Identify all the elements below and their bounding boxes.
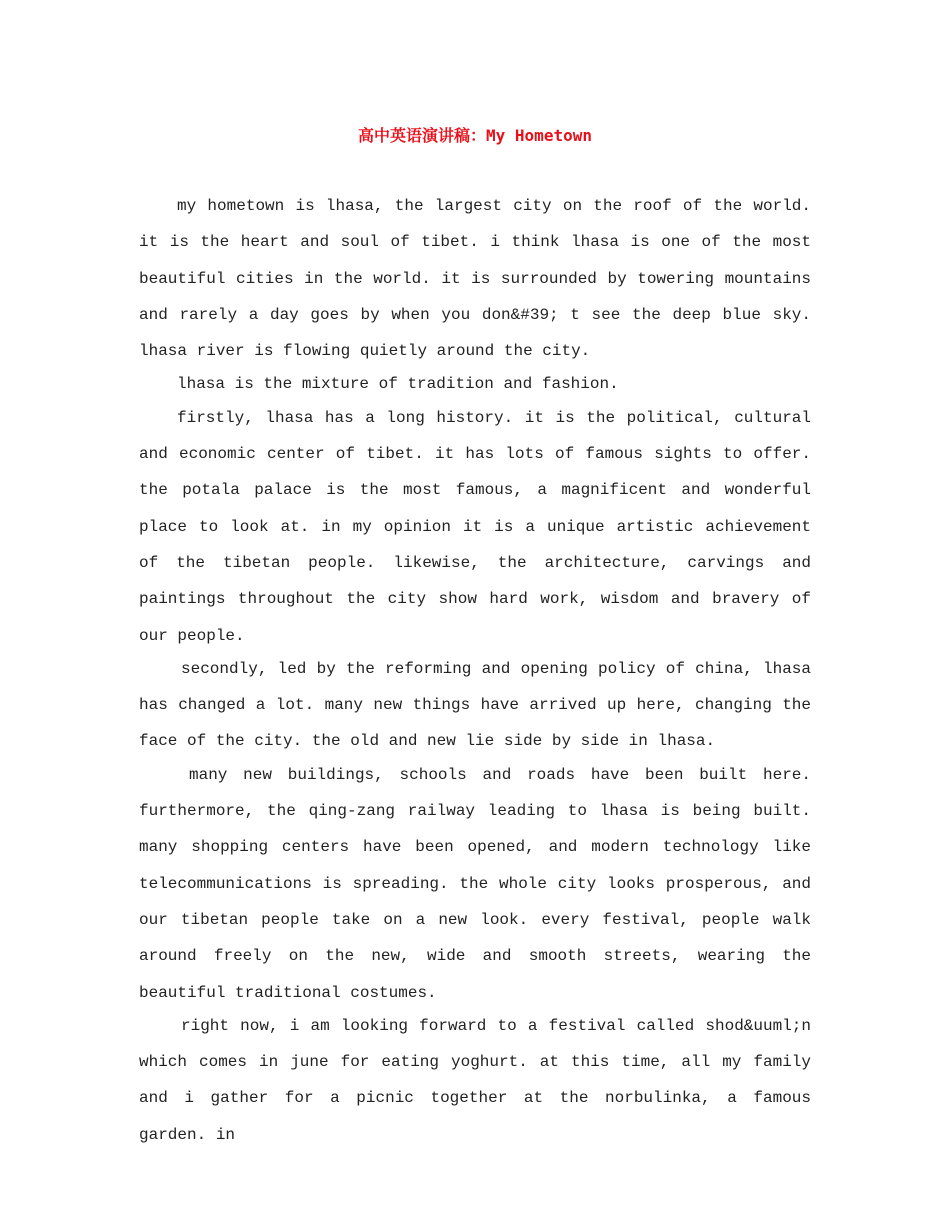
paragraph-2: lhasa is the mixture of tradition and fashion. xyxy=(177,375,619,394)
paragraph-5: many new buildings, schools and roads have been built here. furthermore, the qing-zang railway leading to lhasa is being built. many shopping centers have been opened, and modern technology like telecommunications is spreading. the whole city looks prosperous, and our tibetan people take on a new look. every festival, people walk around freely on the new, wide and smooth streets, wearing the beautiful traditional costumes. xyxy=(139,765,811,1002)
paragraph-1: my hometown is lhasa, the largest city on the roof of the world. it is the heart and soul of tibet. i think lhasa is one of the most beautiful cities in the world. it is surrounded by towering mountains and rarely a day goes by when you don&#39; t see the deep blue sky. lhasa river is flowing quietly around the city. xyxy=(139,197,811,361)
paragraph-4: secondly, led by the reforming and opening policy of china, lhasa has changed a lot. many new things have arrived up here, changing the face of the city. the old and new lie side by side in lhasa. xyxy=(139,659,811,751)
paragraph-6: right now, i am looking forward to a festival called shod&uuml;n which comes in june for eating yoghurt. at this time, all my family and i gather for a picnic together at the norbulinka, a famous garden. in xyxy=(139,1016,811,1144)
document-title: 高中英语演讲稿：My Hometown xyxy=(358,126,592,145)
document-body xyxy=(139,188,811,1153)
paragraph-3: firstly, lhasa has a long history. it is the political, cultural and economic center of tibet. it has lots of famous sights to offer. the potala palace is the most famous, a magnificent and wonderful place to look at. in my opinion it is a unique artistic achievement of the tibetan people. likewise, the architecture, carvings and paintings throughout the city show hard work, wisdom and bravery of our people. xyxy=(139,408,811,645)
